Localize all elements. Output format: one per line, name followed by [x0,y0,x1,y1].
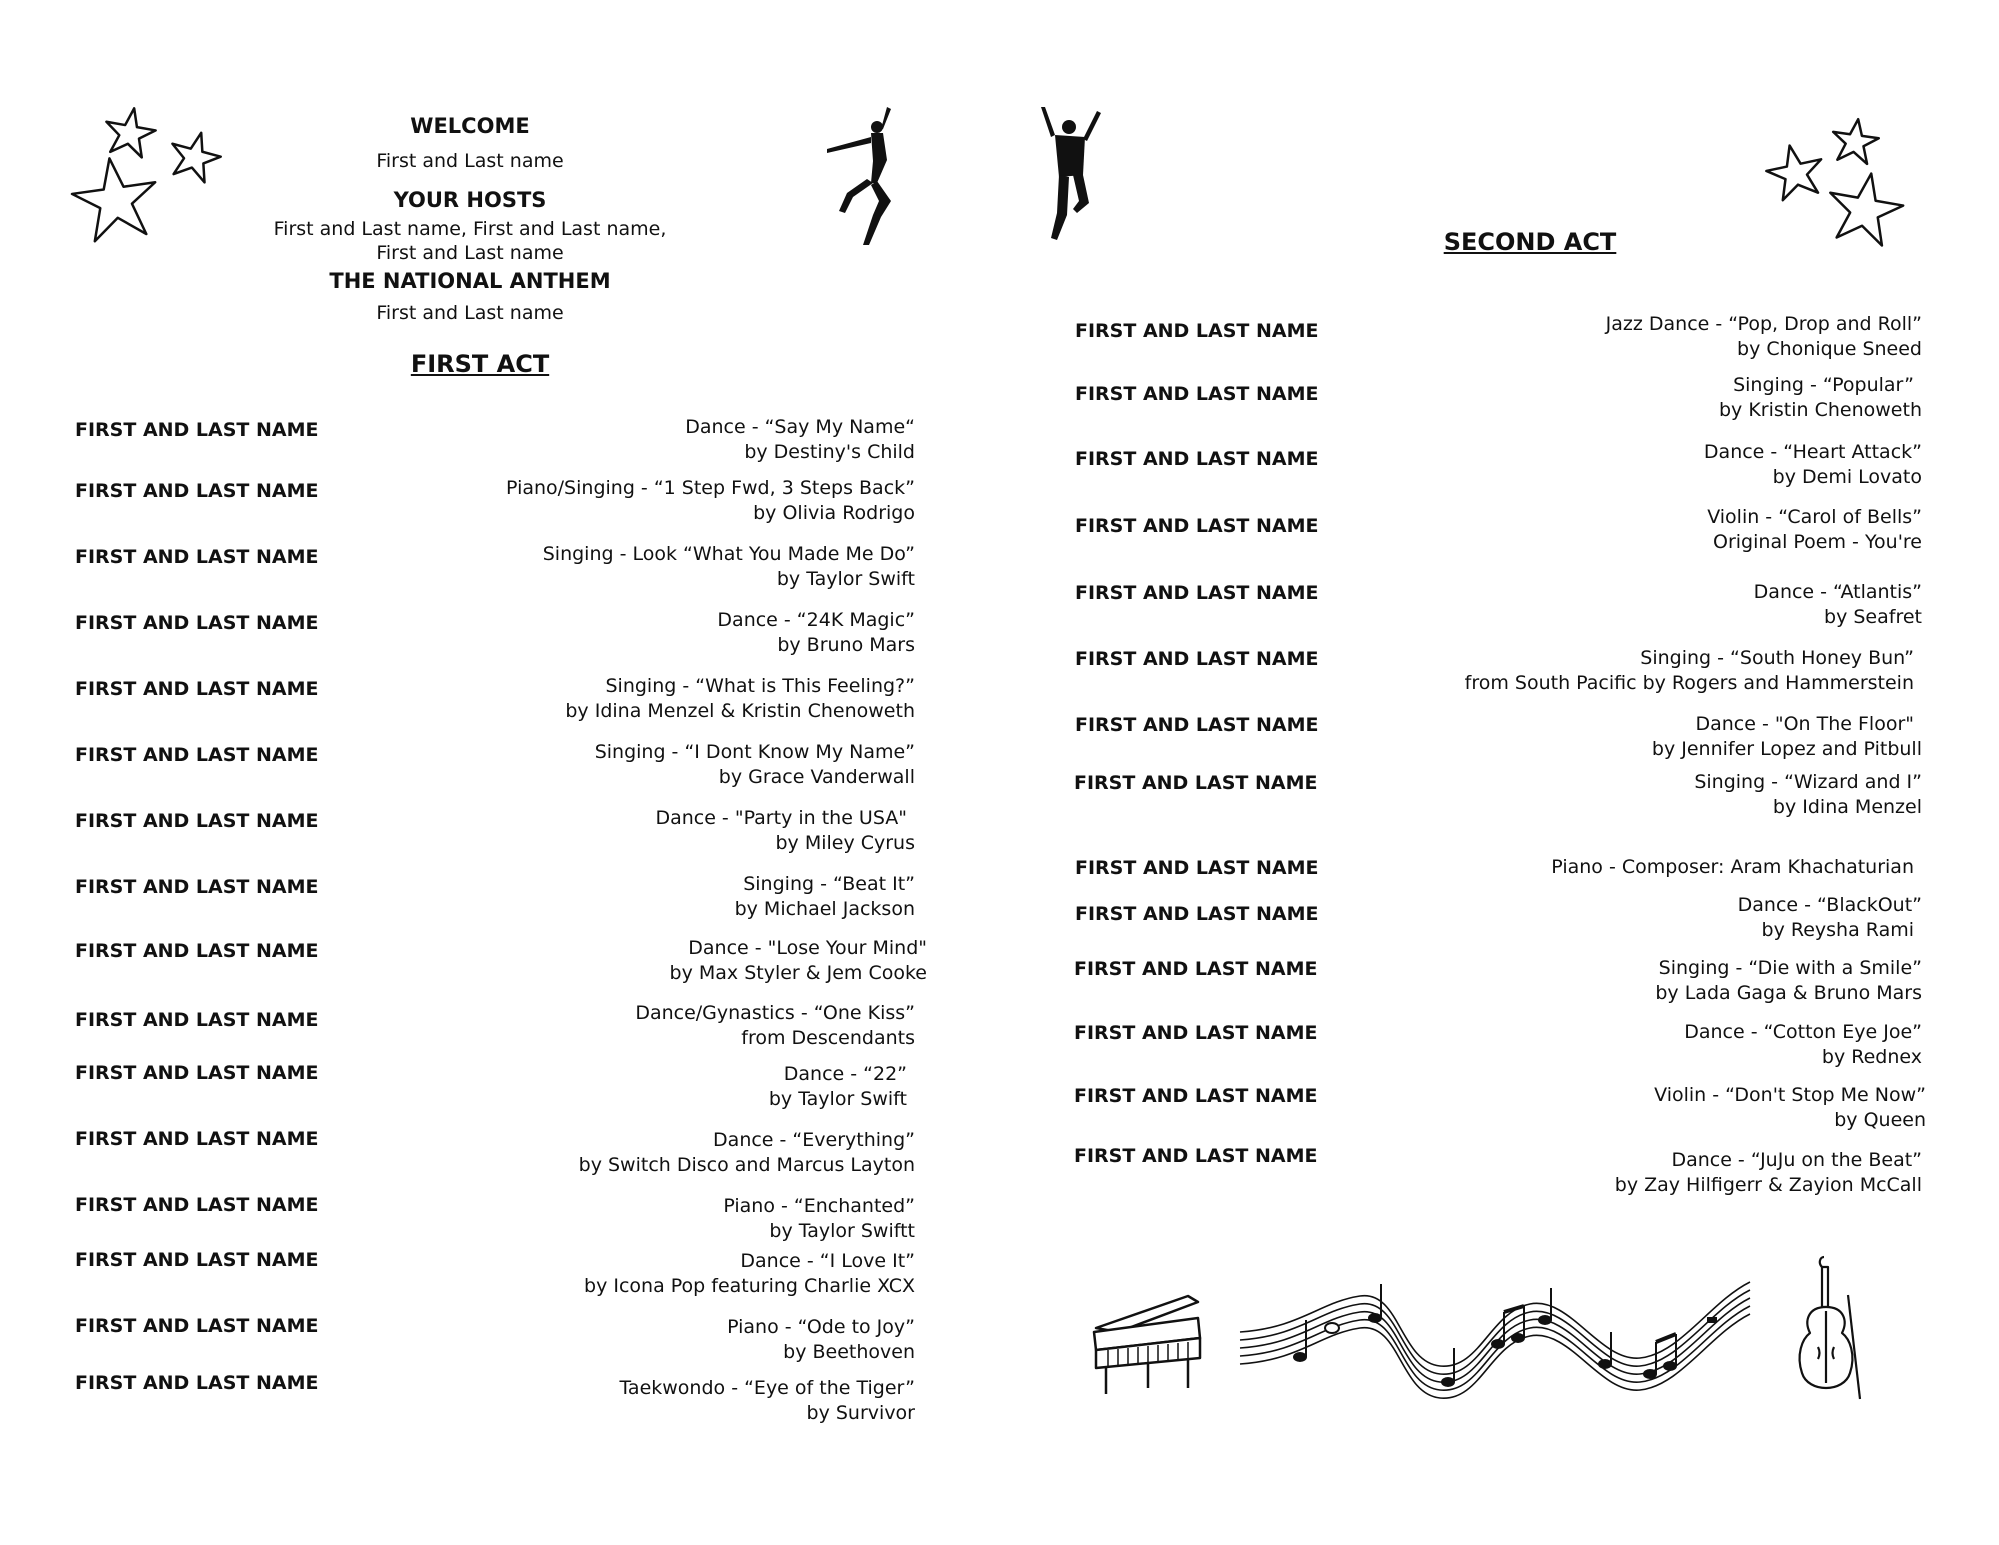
program-row [1000,893,1999,943]
performance-credit: by Max Styler & Jem Cooke [669,962,927,984]
program-row [0,1062,990,1112]
performance-credit: by Taylor Swift [776,568,915,590]
performance-credit: by Survivor [806,1402,915,1424]
performer-name: FIRST AND LAST NAME [75,1062,319,1084]
stars-right-icon [1760,115,1920,265]
program-row [1000,770,1999,820]
anthem-heading: THE NATIONAL ANTHEM [329,269,611,293]
performer-name: FIRST AND LAST NAME [75,876,319,898]
anthem-name: First and Last name [376,302,564,324]
program-row [0,1128,990,1178]
program-row [1000,312,1999,362]
program-row [1000,505,1999,555]
performer-name: FIRST AND LAST NAME [75,744,319,766]
performance-credit: by Bruno Mars [777,634,915,656]
performance-credit: by Icona Pop featuring Charlie XCX [584,1275,915,1297]
program-row [1000,1083,1999,1133]
performance-title: Singing - “I Dont Know My Name” [594,741,915,763]
performance-title: Singing - “Die with a Smile” [1658,957,1922,979]
program-row [0,1001,990,1051]
performance-credit: by Lada Gaga & Bruno Mars [1655,982,1922,1004]
performance-credit: by Switch Disco and Marcus Layton [578,1154,915,1176]
music-staff-icon [1240,1262,1760,1402]
performance-title: Dance - “Everything” [713,1129,915,1151]
performer-name: FIRST AND LAST NAME [75,419,319,441]
program-row [1000,373,1999,423]
performance-title: Singing - Look “What You Made Me Do” [542,543,915,565]
performer-name: FIRST AND LAST NAME [1075,582,1319,604]
performance-title: Dance - “22” [783,1063,907,1085]
hosts-heading: YOUR HOSTS [393,188,547,212]
performance-credit: by Zay Hilfigerr & Zayion McCall [1614,1174,1922,1196]
program-row [1000,956,1999,1006]
performance-title: Singing - “What is This Feeling?” [605,675,915,697]
program-row [0,806,990,856]
performer-name: FIRST AND LAST NAME [75,678,319,700]
performer-name: FIRST AND LAST NAME [75,1249,319,1271]
program-row [0,1194,990,1244]
performance-title: Dance - “24K Magic” [717,609,915,631]
performer-name: FIRST AND LAST NAME [1075,857,1319,879]
performance-title: Dance - “Cotton Eye Joe” [1684,1021,1922,1043]
program-row [0,740,990,790]
performance-title: Dance - “Atlantis” [1753,581,1922,603]
performer-name: FIRST AND LAST NAME [1074,1145,1318,1167]
performer-name: FIRST AND LAST NAME [75,612,319,634]
program-row [0,476,990,526]
performer-name: FIRST AND LAST NAME [75,1372,319,1394]
performance-title: Dance - “I Love It” [740,1250,915,1272]
performance-title: Dance - "On The Floor" [1695,713,1914,735]
performance-title: Piano - “Ode to Joy” [727,1316,915,1338]
performance-credit: by Destiny's Child [744,441,915,463]
program-row [1000,712,1999,762]
welcome-heading: WELCOME [410,114,530,138]
hosts-names-line2: First and Last name [376,242,564,264]
performance-title: Dance/Gynastics - “One Kiss” [635,1002,915,1024]
dancer-leaping-icon [825,105,905,250]
performance-title: Piano - “Enchanted” [723,1195,915,1217]
welcome-name: First and Last name [376,150,564,172]
performance-title: Singing - “South Honey Bun” [1640,647,1914,669]
performance-title: Piano - Composer: Aram Khachaturian [1551,856,1914,878]
program-row [0,674,990,724]
performance-title: Dance - "Party in the USA" [655,807,907,829]
performance-credit: by Michael Jackson [734,898,915,920]
program-row [1000,440,1999,490]
performance-credit: by Demi Lovato [1772,466,1922,488]
performer-name: FIRST AND LAST NAME [1074,958,1318,980]
program-row [1000,1145,1999,1195]
performance-title: Jazz Dance - “Pop, Drop and Roll” [1605,313,1922,335]
performer-name: FIRST AND LAST NAME [1075,448,1319,470]
performer-name: FIRST AND LAST NAME [1074,772,1318,794]
performance-credit: by Olivia Rodrigo [753,502,915,524]
performer-name: FIRST AND LAST NAME [75,546,319,568]
program-row [0,1249,990,1299]
performer-name: FIRST AND LAST NAME [75,1194,319,1216]
performance-credit: Original Poem - You're [1713,531,1922,553]
performer-name: FIRST AND LAST NAME [1075,714,1319,736]
program-row [1000,580,1999,630]
performance-credit: by Taylor Swiftt [769,1220,915,1242]
performer-name: FIRST AND LAST NAME [75,480,319,502]
performer-name: FIRST AND LAST NAME [75,810,319,832]
performance-credit: by Seafret [1824,606,1922,628]
performance-credit: by Miley Cyrus [775,832,915,854]
performance-title: Singing - “Popular” [1733,374,1914,396]
violin-icon [1790,1255,1870,1405]
performance-credit: by Chonique Sneed [1737,338,1922,360]
performance-credit: by Jennifer Lopez and Pitbull [1651,738,1922,760]
performer-name: FIRST AND LAST NAME [75,940,319,962]
performance-title: Singing - “Wizard and I” [1694,771,1922,793]
program-row [0,1315,990,1365]
performance-title: Violin - “Don't Stop Me Now” [1654,1084,1926,1106]
program-row [1000,855,1999,895]
performance-credit: by Reysha Rami [1761,919,1914,941]
program-row [0,1372,990,1422]
hosts-names-line1: First and Last name, First and Last name, [273,218,667,240]
dancer-jumping-icon [1033,105,1113,250]
performance-credit: by Queen [1834,1109,1926,1131]
performance-title: Singing - “Beat It” [743,873,915,895]
performance-title: Piano/Singing - “1 Step Fwd, 3 Steps Back” [506,477,915,499]
performance-title: Violin - “Carol of Bells” [1707,506,1922,528]
program-row [0,872,990,922]
performer-name: FIRST AND LAST NAME [75,1128,319,1150]
performance-credit: by Idina Menzel & Kristin Chenoweth [565,700,915,722]
performer-name: FIRST AND LAST NAME [1075,383,1319,405]
performance-title: Dance - "Lose Your Mind" [688,937,927,959]
performance-credit: by Taylor Swift [768,1088,907,1110]
performer-name: FIRST AND LAST NAME [75,1315,319,1337]
stars-left-icon [70,100,230,260]
performer-name: FIRST AND LAST NAME [1075,648,1319,670]
performance-title: Taekwondo - “Eye of the Tiger” [619,1377,915,1399]
program-row [0,542,990,592]
program-row [0,608,990,658]
program-row [0,415,990,465]
first-act-title: FIRST ACT [410,350,550,378]
performer-name: FIRST AND LAST NAME [1075,515,1319,537]
performance-credit: by Grace Vanderwall [718,766,915,788]
performer-name: FIRST AND LAST NAME [75,1009,319,1031]
performer-name: FIRST AND LAST NAME [1075,320,1319,342]
performance-title: Dance - “JuJu on the Beat” [1671,1149,1922,1171]
program-row [1000,646,1999,696]
performance-credit: by Kristin Chenoweth [1719,399,1922,421]
performance-title: Dance - “Say My Name“ [685,416,915,438]
performance-credit: by Idina Menzel [1772,796,1922,818]
performance-credit: from South Pacific by Rogers and Hammerstein [1464,672,1914,694]
program-row [0,936,990,986]
performance-credit: by Rednex [1821,1046,1922,1068]
second-act-title: SECOND ACT [1443,228,1617,256]
performance-credit: by Beethoven [783,1341,915,1363]
performance-title: Dance - “Heart Attack” [1703,441,1922,463]
performer-name: FIRST AND LAST NAME [1074,1085,1318,1107]
performance-title: Dance - “BlackOut” [1737,894,1922,916]
performance-credit: from Descendants [741,1027,915,1049]
grand-piano-icon [1088,1288,1208,1398]
program-row [1000,1020,1999,1070]
performer-name: FIRST AND LAST NAME [1074,1022,1318,1044]
performer-name: FIRST AND LAST NAME [1075,903,1319,925]
